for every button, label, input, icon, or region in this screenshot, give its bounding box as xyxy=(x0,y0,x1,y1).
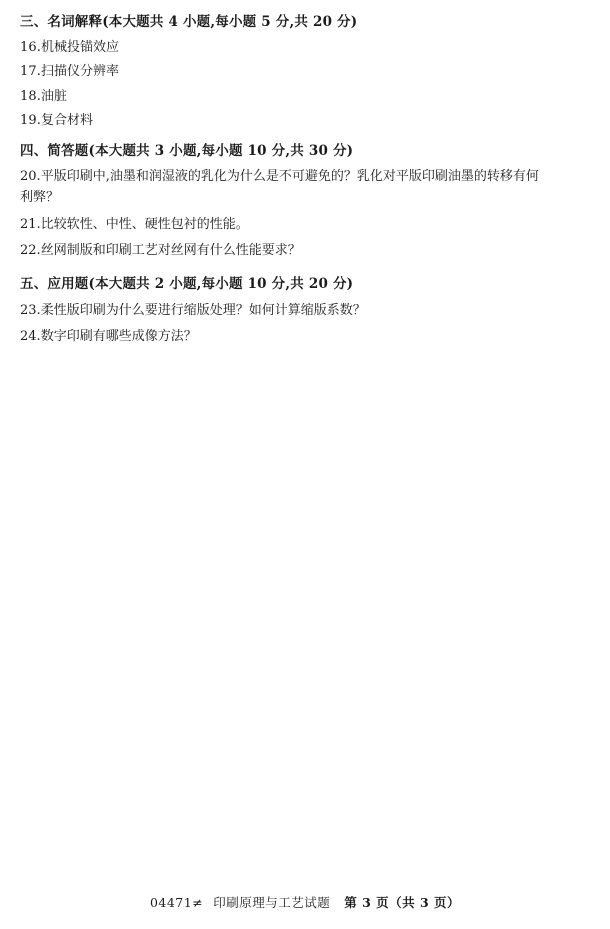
question-number: 17. xyxy=(20,64,41,80)
section-heading-4: 四、简答题(本大题共 3 小题,每小题 10 分,共 30 分) xyxy=(20,142,354,159)
question-text: 数字印刷有哪些成像方法？ xyxy=(40,329,197,345)
question-number: 16. xyxy=(20,40,41,56)
question-item xyxy=(20,167,582,209)
question-text: 柔性版印刷为什么要进行缩版处理？如何计算缩版系数？ xyxy=(40,302,366,318)
question-number: 21. xyxy=(20,216,41,232)
question-number: 23. xyxy=(20,302,41,318)
question-text: 平版印刷中,油墨和润湿液的乳化为什么是不可避免的？乳化对平版印刷油墨的转移有何 xyxy=(40,169,539,185)
question-text: 扫描仪分辨率 xyxy=(40,64,119,80)
question-item xyxy=(20,62,582,82)
page-number: 第 3 页（共 3 页） xyxy=(344,895,461,910)
question-text: 丝网制版和印刷工艺对丝网有什么性能要求？ xyxy=(40,243,301,259)
question-text: 机械投锚效应 xyxy=(40,40,119,56)
question-number: 24. xyxy=(20,329,41,345)
section-heading-3: 三、名词解释(本大题共 4 小题,每小题 5 分,共 20 分) xyxy=(20,14,358,30)
question-item xyxy=(20,215,582,236)
question-item xyxy=(20,111,582,131)
question-number: 18. xyxy=(20,88,41,104)
question-text-continued: 利弊？ xyxy=(20,189,60,205)
question-item xyxy=(20,327,582,348)
question-number: 19. xyxy=(20,112,41,128)
section-heading-5: 五、应用题(本大题共 2 小题,每小题 10 分,共 20 分) xyxy=(20,276,354,293)
question-item xyxy=(20,241,582,262)
exam-title: 印刷原理与工艺试题 xyxy=(213,895,331,910)
question-item xyxy=(20,38,582,58)
exam-code: 04471≠ xyxy=(149,895,204,910)
page-footer xyxy=(0,893,610,911)
question-text: 比较软性、中性、硬性包衬的性能。 xyxy=(40,216,249,232)
question-item xyxy=(20,301,582,322)
question-number: 20. xyxy=(20,169,41,185)
question-number: 22. xyxy=(20,243,41,259)
question-item xyxy=(20,87,582,107)
question-text: 复合材料 xyxy=(40,112,93,128)
question-text: 油脏 xyxy=(40,88,67,104)
